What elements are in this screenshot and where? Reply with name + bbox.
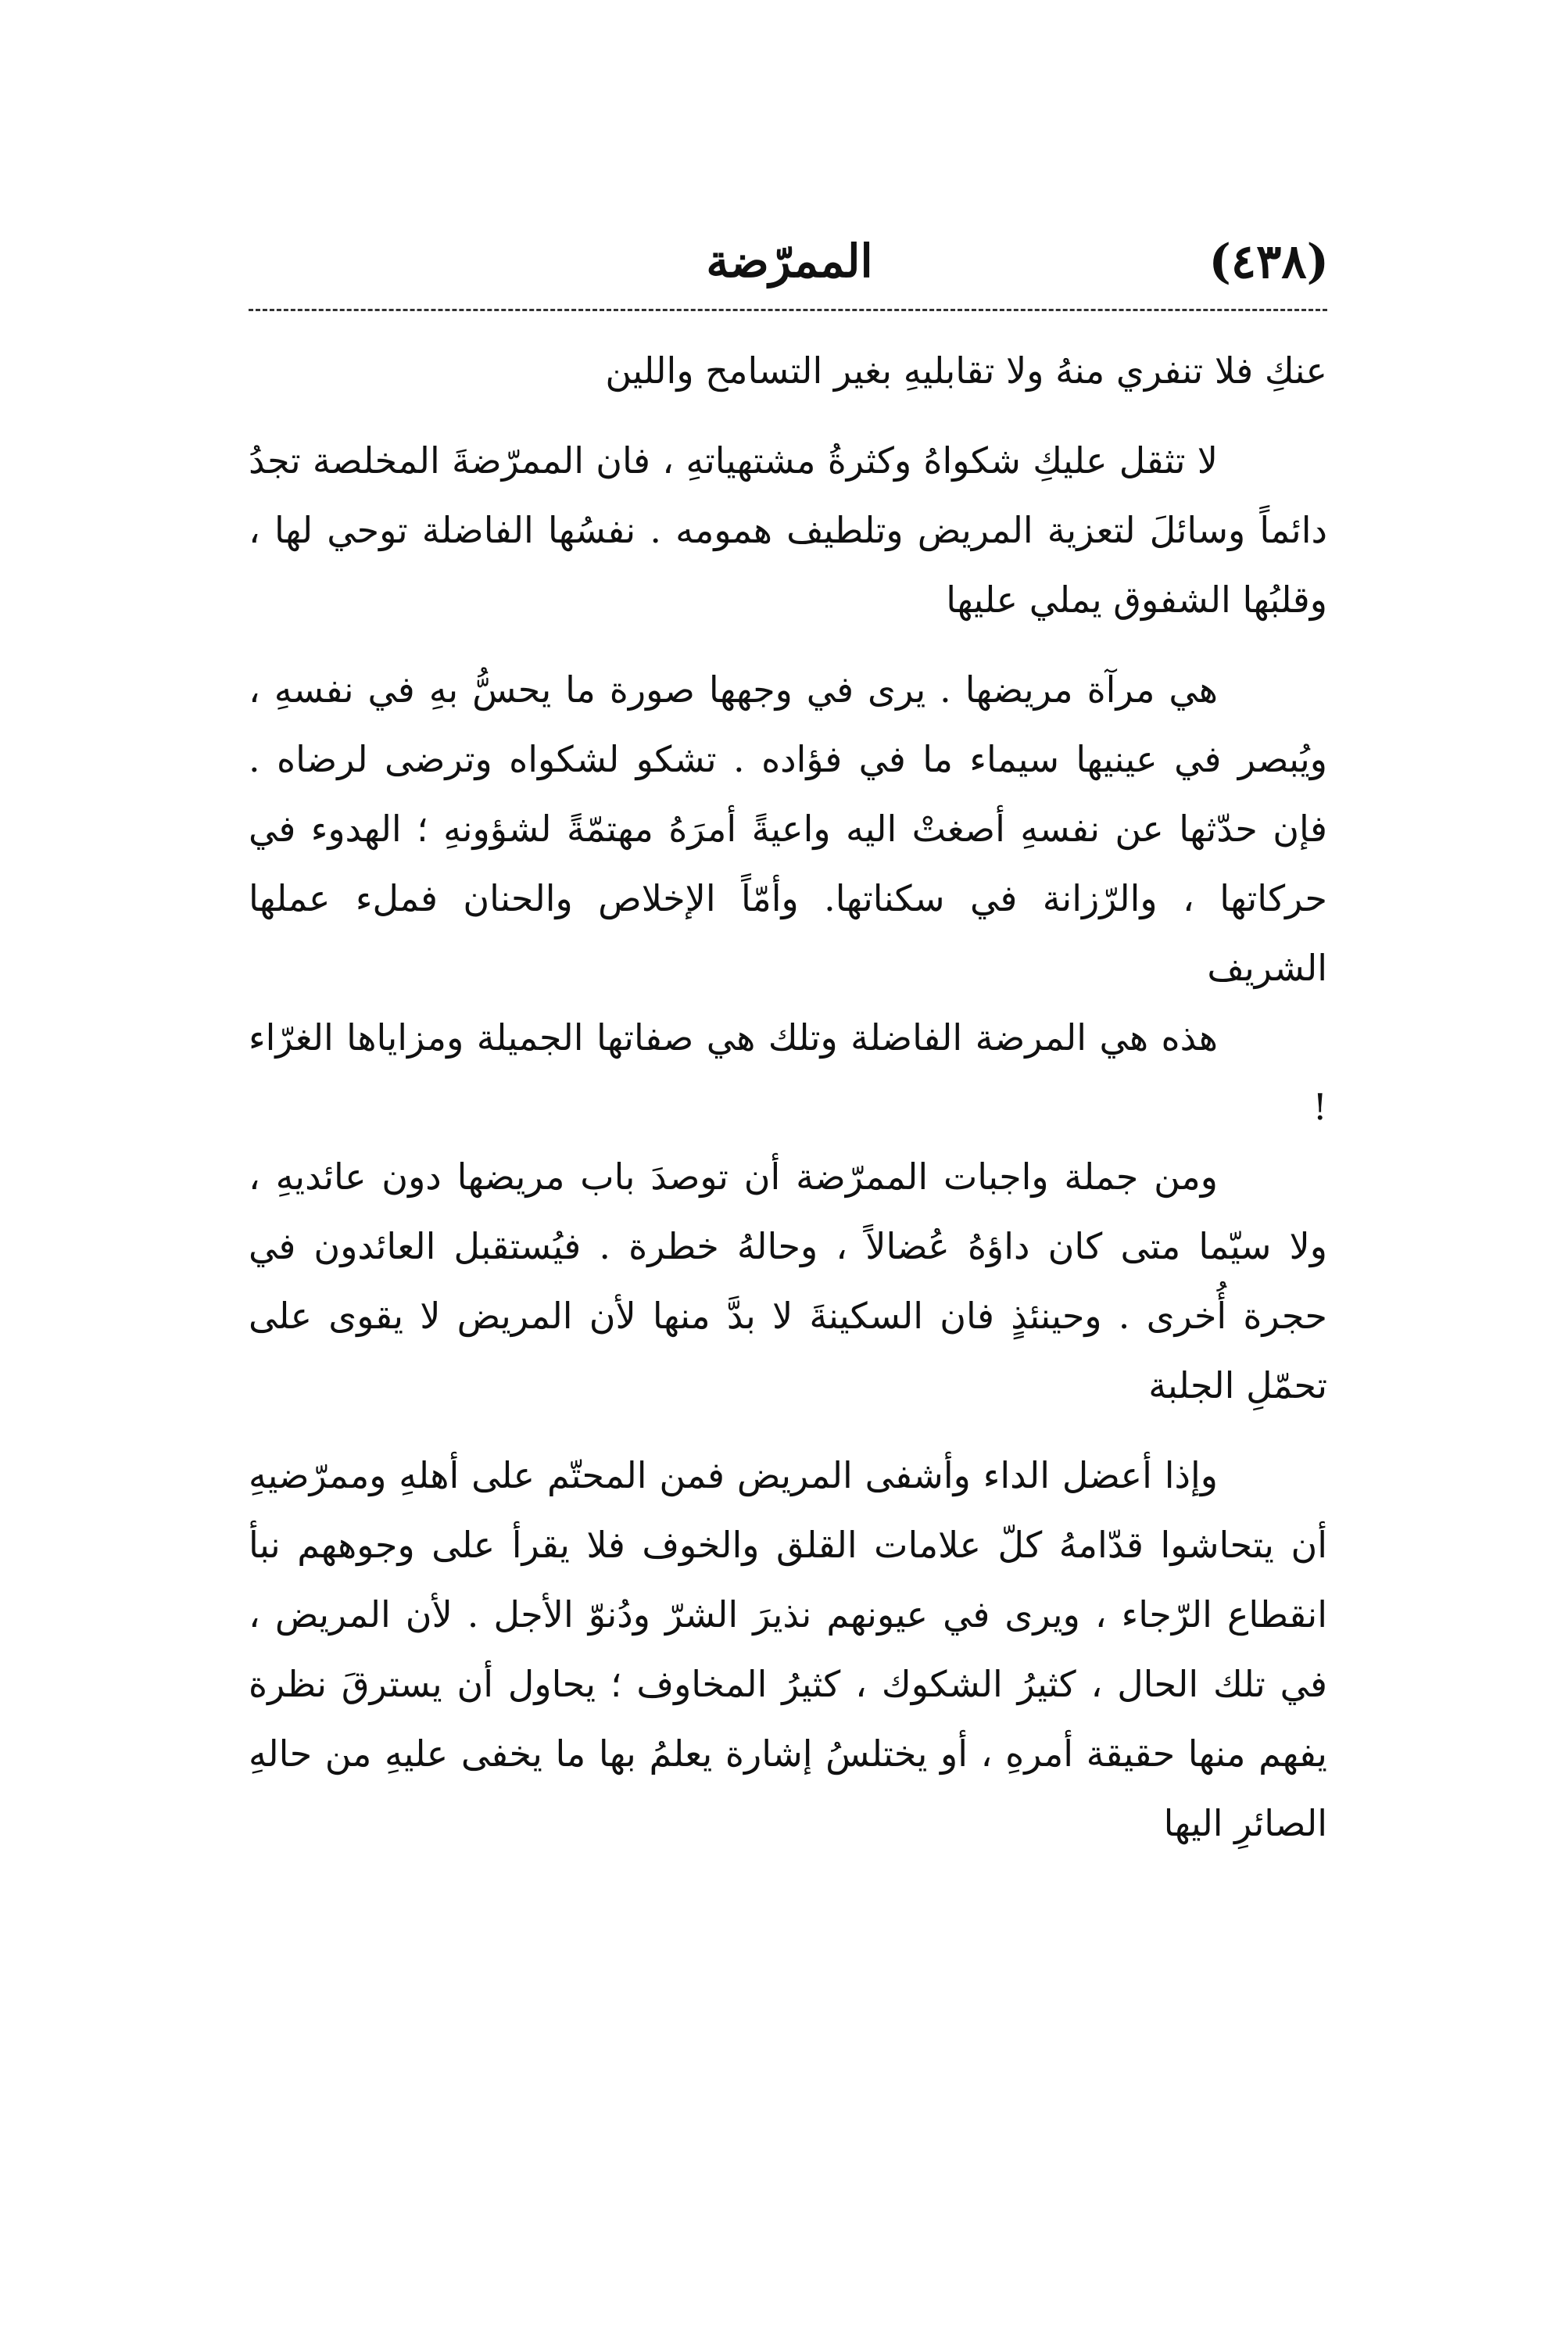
paragraph-2: لا تثقل عليكِ شكواهُ وكثرةُ مشتهياتهِ ، فان الممرّضةَ المخلصة تجدُ دائماً وسائلَ لتعزية المريض وتلطيف همومه . نفسُها الفاضلة توحي لها ، وقلبُها الشفوق يملي عليها <box>249 439 1327 621</box>
page-number: (٤٣٨) <box>1208 235 1329 289</box>
paragraph-1: عنكِ فلا تنفري منهُ ولا تقابليهِ بغير التسامح واللين <box>605 349 1327 392</box>
body-text <box>249 336 1327 1858</box>
page-header <box>234 235 1329 305</box>
running-title: الممرّضة <box>706 235 873 288</box>
header-rule <box>249 309 1327 311</box>
paragraph-5: ومن جملة واجبات الممرّضة أن توصدَ باب مريضها دون عائديهِ ، ولا سيّما متى كان داؤهُ عُضالاً ، وحالهُ خطرة . فيُستقبل العائدون في حجرة أُخرى . وحينئذٍ فان السكينةَ لا بدَّ منها لأن المريض لا يقوى على تحمّلِ الجلبة <box>249 1156 1327 1406</box>
paragraph-3: هي مرآة مريضها . يرى في وجهها صورة ما يحسُّ بهِ في نفسهِ ، ويُبصر في عينيها سيماء ما في فؤاده . تشكو لشكواه وترضى لرضاه . فإن حدّثها عن نفسهِ أصغتْ اليه واعيةً أمرَهُ مهتمّةً لشؤونهِ ؛ الهدوء في حركاتها ، والرّزانة في سكناتها. وأمّاً الإخلاص والحنان فملء عملها الشريف <box>249 668 1327 989</box>
paragraph-6: وإذا أعضل الداء وأشفى المريض فمن المحتّم على أهلهِ وممرّضيهِ أن يتحاشوا قدّامهُ كلّ علامات القلق والخوف فلا يقرأ على وجوههم نبأ انقطاع الرّجاء ، ويرى في عيونهم نذيرَ الشرّ ودُنوّ الأجل . لأن المريض ، في تلك الحال ، كثيرُ الشكوك ، كثيرُ المخاوف ؛ يحاول أن يسترقَ نظرة يفهم منها حقيقة أمرهِ ، أو يختلسُ إشارة يعلمُ بها ما يخفى عليهِ من حالهِ الصائرِ اليها <box>249 1454 1327 1844</box>
paragraph-4: هذه هي المرضة الفاضلة وتلك هي صفاتها الجميلة ومزاياها الغرّاء ! <box>249 1016 1327 1128</box>
